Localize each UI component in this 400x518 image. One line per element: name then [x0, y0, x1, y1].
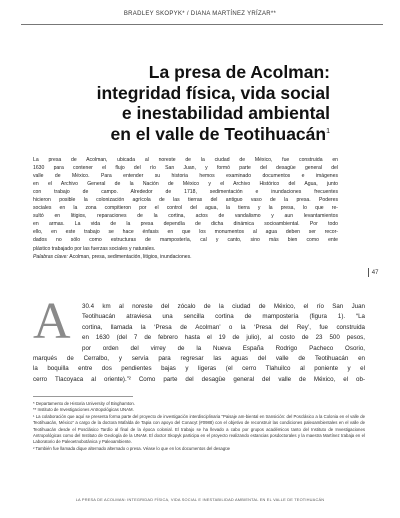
body-line: Teotihuacán atraviesa una sencilla cortina de mampostería (figura 1). “La [82, 313, 365, 321]
abstract-line: 1630 para contener el flujo del río San Juan, y formó parte del desagüe general del [33, 165, 338, 172]
abstract-line: en el Archivo General de la Nación de México y el Archivo Histórico del Agua, junto [33, 181, 338, 188]
title-line: en el valle de Teotihuacán$^1$ [110, 123, 330, 144]
footnotes [33, 401, 365, 452]
title-line: e inestabilidad ambiental [121, 103, 330, 123]
abstract-line: hicieron posible la colonización agrícola de las tierras del antiguo vaso de la presa. Poderes [33, 197, 338, 204]
body-line: cerro Tlacoyaca al oriente).”² Como parte del desagüe general del valle de México, el ob- [33, 375, 365, 383]
body-line: en 1630 (del 7 de febrero hasta el 19 de julio), al costo de 23 500 pesos, [82, 334, 365, 342]
title-line: integridad física, vida social [96, 82, 330, 103]
drop-cap: A [33, 293, 71, 350]
body-line: cortina, llamada la ‘Presa de Acolman’ o la ‘Presa del Rey’, fue construida [82, 323, 365, 331]
body-line: marqués de Cerralbo, y servía para regresar las aguas del valle de Teotihuacán en [33, 355, 365, 363]
running-header-authors: BRADLEY SKOPYK* / DIANA MARTÍNEZ YRÍZAR** [123, 11, 277, 17]
abstract-line: dados no sólo como estructuras de mampostería, cal y canto, sino más bien como ente [33, 237, 338, 244]
keywords-line [33, 253, 338, 261]
abstract-line: sociales en la zona compitieron por el control del agua, la tierra y la presa, lo que re- [33, 205, 338, 212]
abstract-line: La presa de Acolman, ubicada al noreste de la ciudad de México, fue construida en [33, 157, 338, 163]
body-line: 30.4 km al noreste del zócalo de la ciudad de México, el río San Juan [82, 303, 365, 310]
page-number: 47 [371, 270, 379, 277]
article-title [20, 62, 330, 144]
header-rule [21, 24, 383, 25]
title-footnote-marker: 1 [326, 127, 330, 135]
abstract [33, 156, 338, 261]
abstract-line: con trabajo de campo. Alrededor de 1718, sedimentación e inundaciones frecuentes [33, 189, 338, 196]
footnote: ¹ La colaboración que aquí se presenta forma parte del proyecto de investigación interdisciplinaria “Paisaje am-biental en transición: del Posclásico a la Colonia en el valle de Teotihuacán, México” a cargo de la doctora Mafalda de Tapia con apoyo del Conacyt (#0988) con el objetivo de reconstruir las condiciones paleoambientales en el valle de Teotihuacán desde el Posclásico Tardío al final de la época colonial. El trabajo se ha llevado a cabo por grupos académicos tanto del Instituto de Investigaciones Antropológicas como del Instituto de Geología de la UNAM. El doctor Skopyk participa en el proyecto realizando estancias posdoctorales y la maestra Martínez trabaja en el Laboratorio de Paleoetnobotánica y Paleoambiente. [33, 413, 365, 445]
body-line: por orden del virrey de la Nueva España Rodrigo Pacheco Osorio, [82, 344, 365, 352]
footnote: * Departamento de Historia University of Binghamton. [33, 401, 135, 406]
abstract-line: plástico trabajado por las fuerzas sociales y naturales. [33, 245, 156, 252]
abstract-line: valle de México. Para entender su historia hemos examinado documentos e imágenes [33, 173, 338, 180]
abstract-line: ello, en este trabajo se hace énfasis en que los monumentos al agua deben ser recor- [33, 229, 338, 236]
abstract-line: sultó en litigios, reparaciones de la cortina, actos de vandalismo y aun levantamientos [33, 213, 338, 220]
running-footer: LA PRESA DE ACOLMAN: INTEGRIDAD FÍSICA, VIDA SOCIAL E INESTABILIDAD AMBIENTAL EN EL VALLE DE TEOTIHUACÁN [75, 497, 325, 502]
keywords-label: Palabras clave: [33, 253, 70, 260]
footnotes-rule [33, 396, 133, 397]
abstract-line: en armas. La vida de la presa dependía de dicha dinámica socioambiental. Por todo [33, 221, 338, 228]
body-line: la boquilla entre dos pendientes bajas y ligeras (el cerro Tlahuilco al poniente y el [33, 365, 365, 373]
keywords-value: Acolman, presa, sedimentación, litigios, inundaciones. [69, 253, 192, 260]
title-line: La presa de Acolman: [148, 62, 330, 82]
body-text [33, 302, 365, 385]
footnote: ** Instituto de Investigaciones Antropológicas UNAM. [33, 407, 134, 413]
footnote: ² También fue llamada dique alternado alternado o presa. Véase lo que en los documentos del desagüe [33, 445, 230, 451]
